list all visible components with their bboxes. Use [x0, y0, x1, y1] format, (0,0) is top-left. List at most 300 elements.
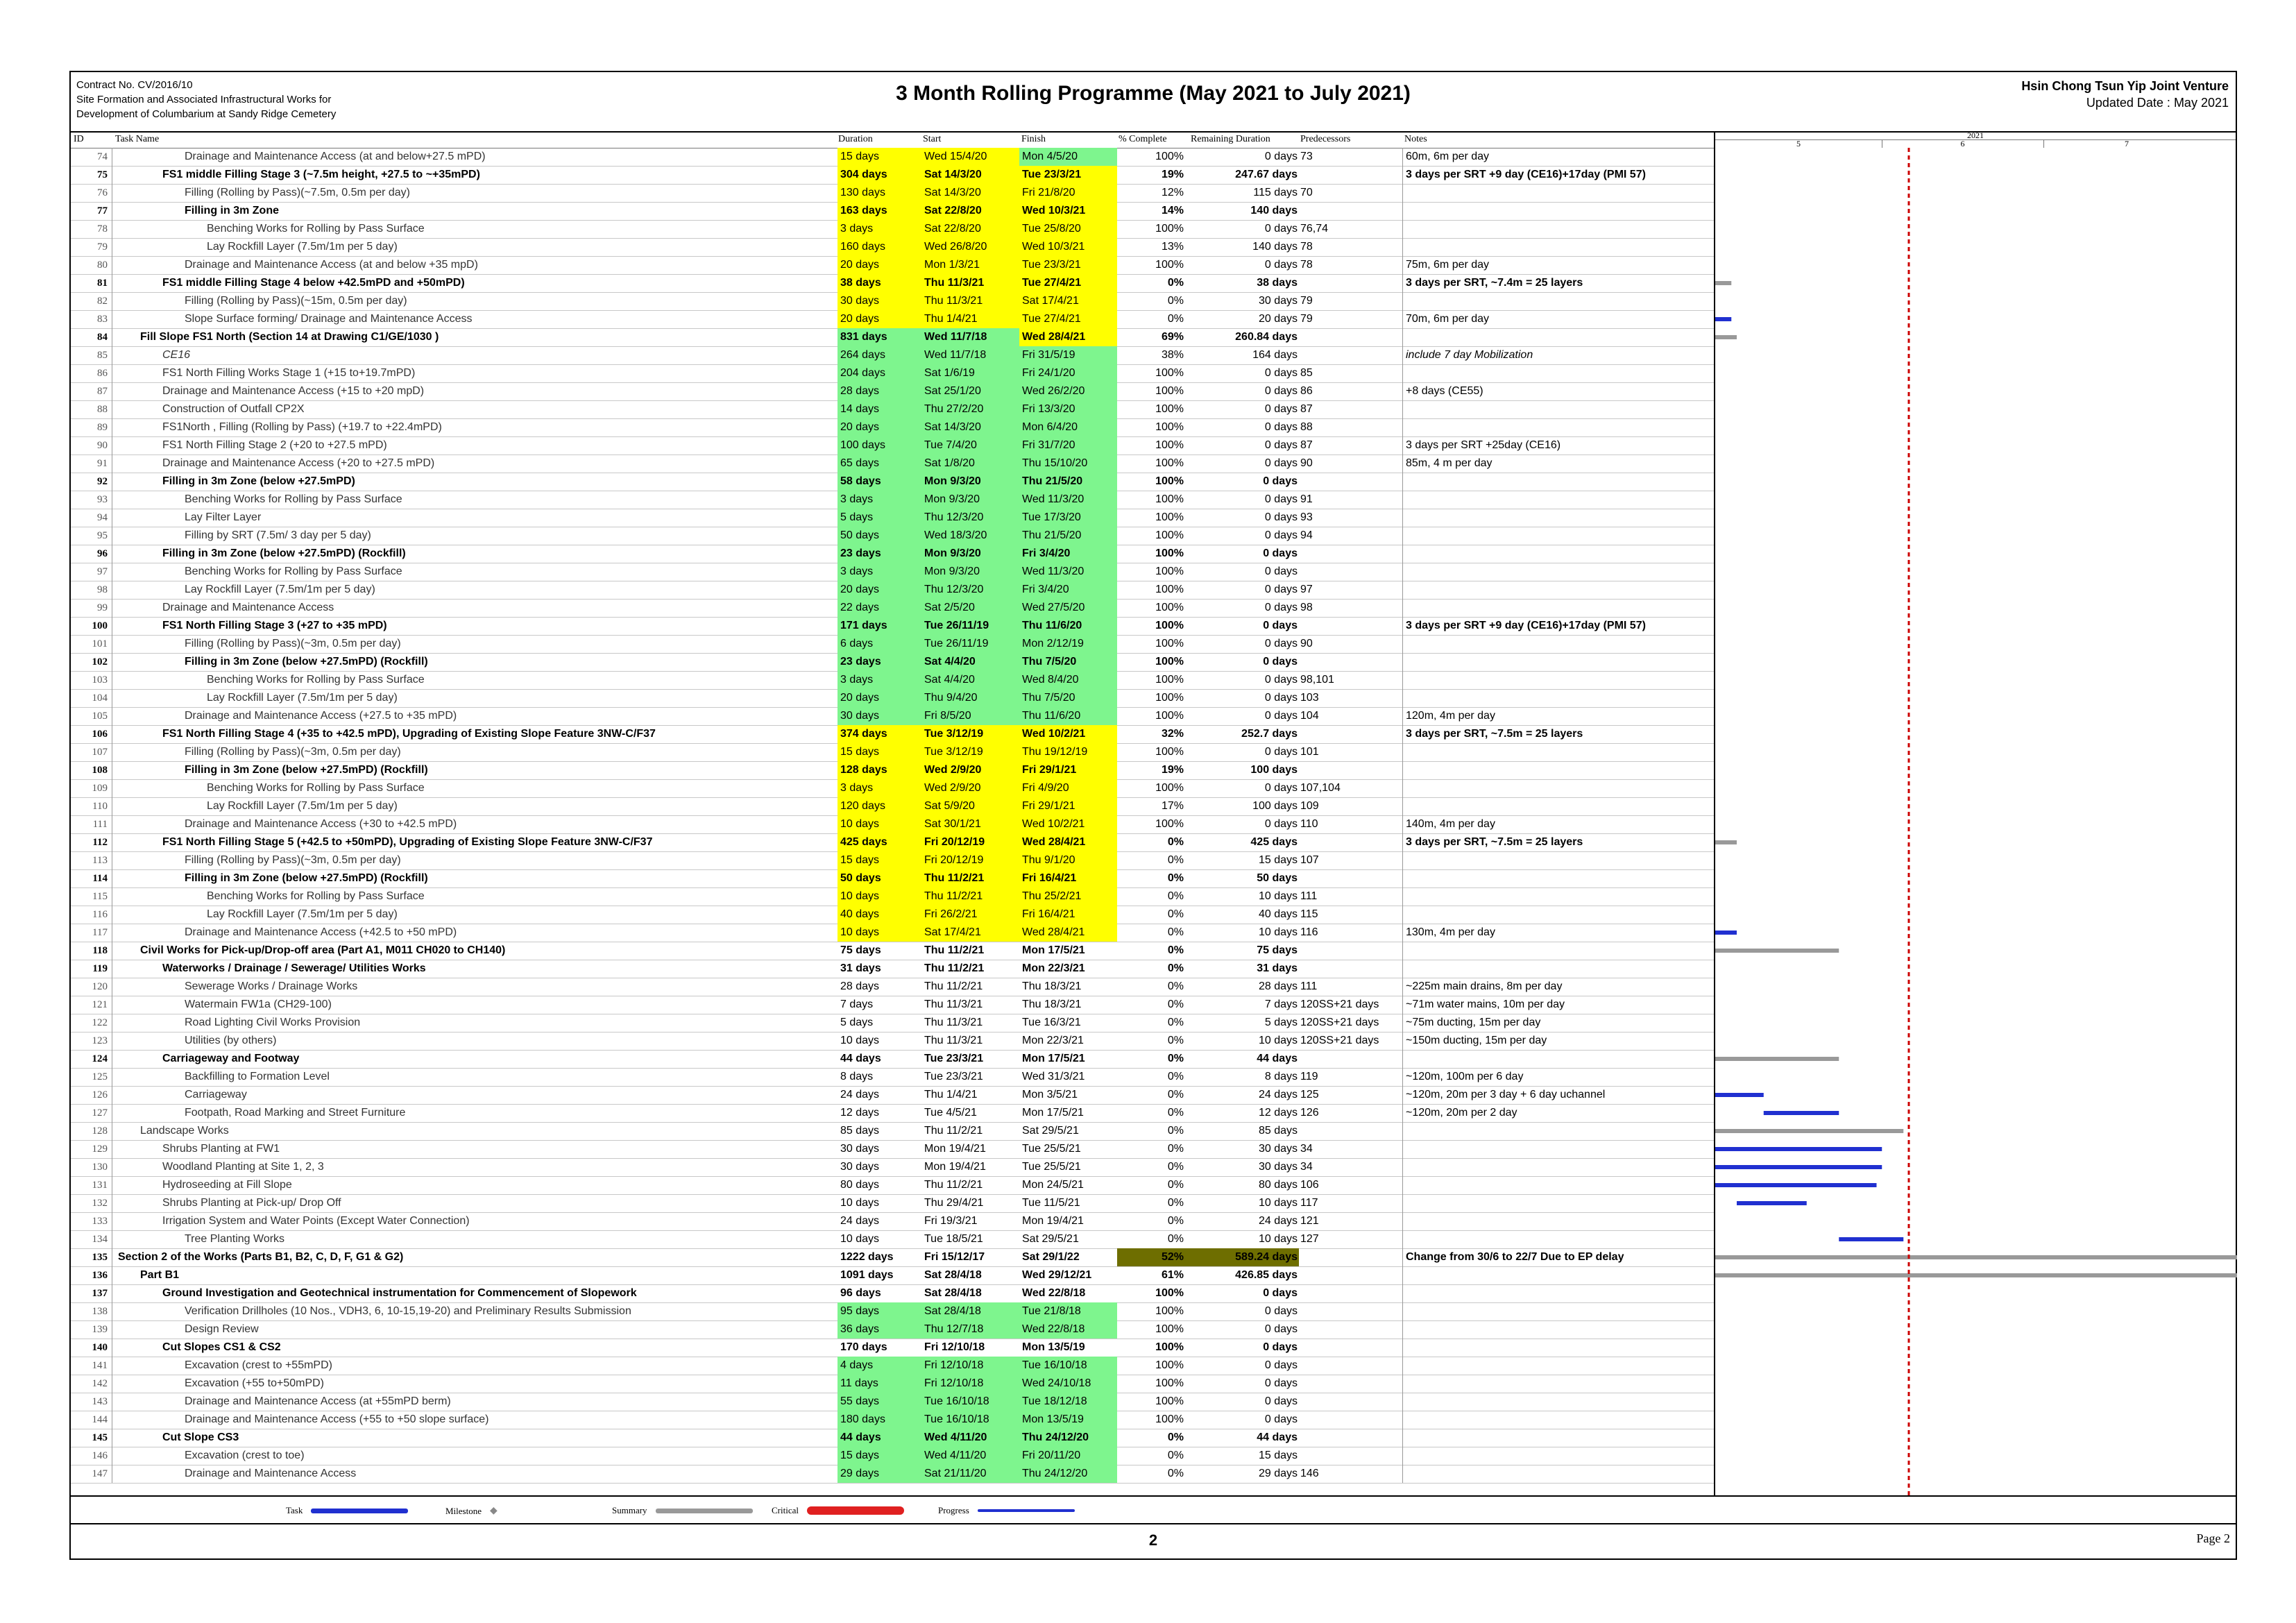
task-finish: Mon 2/12/19 — [1019, 635, 1117, 653]
table-row — [71, 833, 1714, 852]
task-remaining-duration: 0 days — [1264, 511, 1298, 523]
task-notes — [1403, 364, 1714, 382]
task-duration: 95 days — [837, 1302, 921, 1320]
table-row — [71, 1014, 1714, 1033]
task-percent-complete: 14% — [1161, 205, 1184, 216]
task-notes — [1403, 635, 1714, 653]
task-percent-complete: 0% — [1167, 1431, 1184, 1443]
task-percent-complete: 0% — [1167, 295, 1184, 307]
task-notes — [1403, 599, 1714, 617]
task-notes: ~150m ducting, 15m per day — [1406, 1035, 1547, 1046]
task-start: Sat 22/8/20 — [921, 202, 1019, 220]
task-duration: 14 days — [837, 400, 921, 418]
task-start: Thu 11/3/21 — [924, 1035, 983, 1046]
task-percent-complete: 100% — [1155, 818, 1184, 830]
task-remaining-duration: 0 days — [1264, 367, 1298, 379]
task-notes — [1403, 509, 1714, 527]
task-start: Mon 9/3/20 — [921, 545, 1019, 563]
task-duration: 374 days — [837, 725, 921, 743]
task-finish: Tue 27/4/21 — [1019, 274, 1117, 292]
task-notes — [1403, 761, 1714, 779]
task-notes — [1403, 671, 1714, 689]
table-row — [71, 1230, 1714, 1249]
task-id: 78 — [71, 220, 112, 238]
task-name: Shrubs Planting at FW1 — [162, 1143, 280, 1155]
task-id: 112 — [71, 833, 112, 851]
task-duration: 304 days — [837, 166, 921, 184]
task-finish: Mon 3/5/21 — [1022, 1089, 1078, 1101]
task-id: 136 — [71, 1266, 112, 1284]
task-finish: Tue 23/3/21 — [1019, 256, 1117, 274]
task-predecessors — [1299, 1447, 1403, 1465]
task-name: Drainage and Maintenance Access (+42.5 to +50 mPD) — [185, 926, 457, 938]
task-finish: Fri 31/5/19 — [1019, 346, 1117, 364]
task-finish: Wed 22/8/18 — [1022, 1287, 1086, 1299]
task-remaining-duration: 0 days — [1264, 710, 1298, 722]
task-remaining-duration: 8 days — [1264, 1071, 1298, 1082]
task-predecessors: 110 — [1299, 815, 1403, 833]
task-notes — [1403, 1320, 1714, 1339]
task-predecessors: 109 — [1299, 797, 1403, 815]
task-predecessors: 79 — [1299, 292, 1403, 310]
task-start: Sat 1/6/19 — [921, 364, 1019, 382]
task-notes — [1403, 1375, 1714, 1393]
task-predecessors — [1299, 1248, 1403, 1266]
task-predecessors: 70 — [1299, 184, 1403, 202]
task-duration: 20 days — [837, 689, 921, 707]
col-percent-complete: % Complete — [1119, 134, 1167, 144]
task-percent-complete: 100% — [1155, 259, 1184, 271]
task-remaining-duration: 24 days — [1258, 1215, 1298, 1227]
task-name: FS1 North Filling Stage 3 (+27 to +35 mPD) — [162, 620, 387, 631]
task-notes: ~75m ducting, 15m per day — [1406, 1017, 1541, 1028]
task-percent-complete: 32% — [1161, 728, 1184, 740]
updated-date: Updated Date : May 2021 — [2086, 96, 2229, 110]
task-duration: 36 days — [837, 1320, 921, 1339]
task-notes: 140m, 4m per day — [1406, 818, 1495, 830]
table-row — [71, 1266, 1714, 1285]
contractor-info — [2021, 78, 2229, 111]
table-row — [71, 1465, 1714, 1484]
task-remaining-duration: 0 days — [1264, 674, 1298, 686]
task-finish: Wed 27/5/20 — [1019, 599, 1117, 617]
task-percent-complete: 0% — [1167, 313, 1184, 325]
task-name: Drainage and Maintenance Access (at and below+27.5 mPD) — [185, 151, 486, 162]
task-name: Benching Works for Rolling by Pass Surface — [207, 223, 425, 235]
task-notes — [1403, 1411, 1714, 1429]
task-bar — [1839, 1237, 1903, 1241]
task-name: FS1North , Filling (Rolling by Pass) (+19.7 to +22.4mPD) — [162, 421, 442, 433]
task-remaining-duration: 0 days — [1264, 818, 1298, 830]
task-duration: 65 days — [837, 454, 921, 473]
task-id: 103 — [71, 671, 112, 689]
task-duration: 160 days — [837, 238, 921, 256]
task-remaining-duration: 0 days — [1263, 547, 1298, 559]
task-predecessors — [1299, 1375, 1403, 1393]
task-remaining-duration: 31 days — [1257, 962, 1298, 974]
table-row — [71, 454, 1714, 473]
task-id: 128 — [71, 1122, 112, 1140]
task-notes — [1403, 202, 1714, 220]
contractor-name: Hsin Chong Tsun Yip Joint Venture — [2021, 79, 2229, 93]
task-notes: 70m, 6m per day — [1406, 313, 1490, 325]
task-duration: 1091 days — [840, 1269, 894, 1281]
task-name: Filling in 3m Zone (below +27.5mPD) (Rockfill) — [185, 764, 428, 776]
table-row — [71, 1176, 1714, 1195]
task-remaining-duration: 0 days — [1264, 385, 1298, 397]
task-duration: 75 days — [840, 944, 881, 956]
task-finish: Mon 4/5/20 — [1019, 148, 1117, 166]
task-remaining-duration: 40 days — [1258, 908, 1298, 920]
task-notes — [1403, 220, 1714, 238]
task-duration: 10 days — [840, 1233, 880, 1245]
task-notes — [1403, 1447, 1714, 1465]
task-duration: 15 days — [837, 148, 921, 166]
task-start: Sat 25/1/20 — [921, 382, 1019, 400]
task-predecessors: 104 — [1299, 707, 1403, 725]
task-id: 109 — [71, 779, 112, 797]
task-finish: Thu 21/5/20 — [1019, 473, 1117, 491]
task-start: Tue 26/11/19 — [921, 617, 1019, 635]
task-finish: Thu 7/5/20 — [1019, 653, 1117, 671]
table-row — [71, 418, 1714, 437]
table-row — [71, 671, 1714, 690]
table-row — [71, 436, 1714, 455]
task-notes — [1403, 1212, 1714, 1230]
task-name: Excavation (crest to toe) — [185, 1450, 305, 1461]
task-notes: 75m, 6m per day — [1406, 259, 1490, 271]
task-percent-complete: 0% — [1167, 944, 1184, 956]
contract-number: Contract No. CV/2016/10 — [76, 79, 193, 91]
task-start: Thu 9/4/20 — [921, 689, 1019, 707]
task-finish: Fri 29/1/21 — [1019, 761, 1117, 779]
task-predecessors — [1299, 725, 1403, 743]
task-id: 139 — [71, 1320, 112, 1339]
task-percent-complete: 100% — [1155, 692, 1184, 704]
task-id: 83 — [71, 310, 112, 328]
task-duration: 7 days — [840, 999, 874, 1010]
task-percent-complete: 100% — [1155, 475, 1184, 487]
task-predecessors: 78 — [1299, 256, 1403, 274]
task-notes: ~120m, 20m per 2 day — [1406, 1107, 1517, 1119]
task-remaining-duration: 29 days — [1258, 1468, 1298, 1479]
task-remaining-duration: 0 days — [1264, 457, 1298, 469]
task-duration: 130 days — [837, 184, 921, 202]
task-notes — [1403, 328, 1714, 346]
task-duration: 1222 days — [840, 1251, 894, 1263]
task-id: 135 — [71, 1248, 112, 1266]
task-finish: Wed 10/3/21 — [1019, 202, 1117, 220]
task-duration: 10 days — [837, 887, 921, 906]
task-id: 132 — [71, 1194, 112, 1212]
task-predecessors: 34 — [1299, 1140, 1403, 1158]
task-id: 84 — [71, 328, 112, 346]
task-start: Sat 5/9/20 — [921, 797, 1019, 815]
table-row — [71, 942, 1714, 960]
task-finish: Thu 18/3/21 — [1022, 999, 1082, 1010]
task-predecessors: 90 — [1299, 635, 1403, 653]
task-notes — [1403, 491, 1714, 509]
task-start: Thu 1/4/21 — [924, 1089, 978, 1101]
task-id: 106 — [71, 725, 112, 743]
task-finish: Wed 8/4/20 — [1019, 671, 1117, 689]
task-name: Filling in 3m Zone — [185, 205, 279, 216]
task-duration: 120 days — [837, 797, 921, 815]
task-predecessors — [1299, 1320, 1403, 1339]
task-percent-complete: 0% — [1167, 836, 1184, 848]
task-name: Shrubs Planting at Pick-up/ Drop Off — [162, 1197, 341, 1209]
task-id: 143 — [71, 1393, 112, 1411]
task-remaining-duration: 164 days — [1252, 349, 1298, 361]
task-id: 94 — [71, 509, 112, 527]
table-row — [71, 310, 1714, 329]
task-remaining-duration: 28 days — [1258, 980, 1298, 992]
task-percent-complete: 0% — [1167, 999, 1184, 1010]
col-start: Start — [923, 134, 942, 144]
task-start: Sat 22/8/20 — [921, 220, 1019, 238]
task-start: Tue 3/12/19 — [921, 725, 1019, 743]
task-notes — [1403, 1357, 1714, 1375]
task-bar — [1764, 1111, 1839, 1115]
task-percent-complete: 100% — [1155, 1395, 1184, 1407]
task-notes — [1403, 1176, 1714, 1194]
milestone-diamond-icon: ◆ — [490, 1506, 498, 1516]
task-predecessors — [1299, 1339, 1403, 1357]
task-name: Sewerage Works / Drainage Works — [185, 980, 358, 992]
task-id: 127 — [71, 1104, 112, 1122]
task-finish: Wed 22/8/18 — [1019, 1320, 1117, 1339]
task-predecessors — [1299, 1357, 1403, 1375]
task-start: Sat 4/4/20 — [921, 653, 1019, 671]
task-percent-complete: 0% — [1167, 1215, 1184, 1227]
task-predecessors: 116 — [1299, 924, 1403, 942]
task-notes — [1403, 887, 1714, 906]
task-name: Filling (Rolling by Pass)(~3m, 0.5m per day) — [185, 854, 401, 866]
task-predecessors: 111 — [1299, 887, 1403, 906]
task-predecessors — [1299, 1122, 1403, 1140]
task-remaining-duration: 12 days — [1258, 1107, 1298, 1119]
task-predecessors: 106 — [1299, 1176, 1403, 1194]
task-name: Hydroseeding at Fill Slope — [162, 1179, 292, 1191]
task-id: 124 — [71, 1050, 112, 1068]
task-id: 145 — [71, 1429, 112, 1447]
task-name: Ground Investigation and Geotechnical instrumentation for Commencement of Slopework — [162, 1287, 637, 1299]
task-duration: 15 days — [837, 1447, 921, 1465]
task-remaining-duration: 0 days — [1263, 1341, 1298, 1353]
task-id: 88 — [71, 400, 112, 418]
table-row — [71, 148, 1714, 167]
task-remaining-duration: 15 days — [1258, 854, 1298, 866]
table-row — [71, 924, 1714, 942]
task-remaining-duration: 38 days — [1257, 277, 1298, 289]
task-remaining-duration: 260.84 days — [1235, 331, 1298, 343]
task-start: Mon 9/3/20 — [921, 473, 1019, 491]
task-notes — [1403, 1429, 1714, 1447]
task-start: Tue 16/10/18 — [921, 1393, 1019, 1411]
task-name: FS1 North Filling Stage 5 (+42.5 to +50mPD), Upgrading of Existing Slope Feature 3NW-C/F37 — [162, 836, 653, 848]
col-duration: Duration — [838, 134, 873, 144]
task-finish: Thu 25/2/21 — [1019, 887, 1117, 906]
task-name: Slope Surface forming/ Drainage and Maintenance Access — [185, 313, 473, 325]
page-header — [71, 72, 2236, 133]
task-name: Carriageway — [185, 1089, 247, 1101]
task-start: Mon 1/3/21 — [921, 256, 1019, 274]
task-finish: Thu 9/1/20 — [1019, 851, 1117, 869]
task-percent-complete: 100% — [1155, 656, 1184, 668]
table-row — [71, 1104, 1714, 1123]
task-notes — [1403, 942, 1714, 960]
table-row — [71, 509, 1714, 527]
task-id: 95 — [71, 527, 112, 545]
task-name: Drainage and Maintenance Access (+27.5 to +35 mPD) — [185, 710, 457, 722]
table-row — [71, 238, 1714, 257]
task-id: 121 — [71, 996, 112, 1014]
task-name: Drainage and Maintenance Access (at +55mPD berm) — [185, 1395, 451, 1407]
task-id: 92 — [71, 473, 112, 491]
task-predecessors: 73 — [1299, 148, 1403, 166]
task-name: Lay Filter Layer — [185, 511, 262, 523]
table-row — [71, 906, 1714, 924]
task-remaining-duration: 100 days — [1250, 764, 1298, 776]
task-id: 101 — [71, 635, 112, 653]
task-bar — [1715, 931, 1737, 935]
table-row — [71, 1375, 1714, 1393]
task-notes — [1403, 1230, 1714, 1248]
task-predecessors — [1299, 473, 1403, 491]
task-remaining-duration: 0 days — [1264, 1413, 1298, 1425]
table-row — [71, 761, 1714, 780]
task-name: Section 2 of the Works (Parts B1, B2, C, D, F, G1 & G2) — [118, 1251, 404, 1263]
task-predecessors — [1299, 761, 1403, 779]
task-predecessors — [1299, 202, 1403, 220]
task-finish: Tue 17/3/20 — [1019, 509, 1117, 527]
task-name: Filling (Rolling by Pass)(~15m, 0.5m per day) — [185, 295, 407, 307]
task-predecessors — [1299, 617, 1403, 635]
task-finish: Wed 24/10/18 — [1019, 1375, 1117, 1393]
task-name: Irrigation System and Water Points (Except Water Connection) — [162, 1215, 470, 1227]
page-label: Page 2 — [2196, 1531, 2230, 1545]
task-start: Sat 30/1/21 — [921, 815, 1019, 833]
task-predecessors — [1299, 653, 1403, 671]
table-row — [71, 473, 1714, 491]
task-remaining-duration: 425 days — [1250, 836, 1298, 848]
task-predecessors: 146 — [1299, 1465, 1403, 1483]
task-start: Thu 1/4/21 — [921, 310, 1019, 328]
task-start: Wed 18/3/20 — [921, 527, 1019, 545]
gantt-month-6: 6 — [1882, 139, 2044, 148]
table-row — [71, 274, 1714, 293]
task-name: Benching Works for Rolling by Pass Surface — [185, 566, 402, 577]
summary-bar — [1715, 840, 1737, 844]
table-row — [71, 328, 1714, 347]
task-start: Thu 11/2/21 — [924, 962, 985, 974]
task-duration: 6 days — [837, 635, 921, 653]
task-id: 75 — [71, 166, 112, 184]
summary-bar — [1715, 1255, 2237, 1259]
task-predecessors: 121 — [1299, 1212, 1403, 1230]
task-start: Mon 9/3/20 — [921, 563, 1019, 581]
task-name: Lay Rockfill Layer (7.5m/1m per 5 day) — [185, 584, 375, 595]
task-remaining-duration: 0 days — [1264, 1395, 1298, 1407]
task-percent-complete: 100% — [1155, 1359, 1184, 1371]
task-finish: Fri 21/8/20 — [1019, 184, 1117, 202]
task-predecessors: 86 — [1299, 382, 1403, 400]
task-percent-complete: 0% — [1167, 890, 1184, 902]
task-remaining-duration: 44 days — [1257, 1053, 1298, 1064]
task-finish: Thu 15/10/20 — [1019, 454, 1117, 473]
task-duration: 96 days — [840, 1287, 881, 1299]
task-name: Excavation (crest to +55mPD) — [185, 1359, 332, 1371]
task-duration: 3 days — [837, 779, 921, 797]
task-notes: include 7 day Mobilization — [1406, 349, 1533, 361]
task-duration: 264 days — [837, 346, 921, 364]
task-predecessors: 34 — [1299, 1158, 1403, 1176]
task-percent-complete: 0% — [1167, 1161, 1184, 1173]
task-duration: 20 days — [837, 418, 921, 436]
task-notes — [1403, 527, 1714, 545]
task-duration: 30 days — [837, 292, 921, 310]
task-finish: Tue 25/8/20 — [1019, 220, 1117, 238]
task-percent-complete: 0% — [1167, 1179, 1184, 1191]
task-percent-complete: 17% — [1161, 800, 1184, 812]
task-remaining-duration: 0 days — [1263, 475, 1298, 487]
task-percent-complete: 0% — [1167, 1053, 1184, 1064]
task-predecessors — [1299, 346, 1403, 364]
task-start: Sat 4/4/20 — [921, 671, 1019, 689]
task-percent-complete: 0% — [1167, 1071, 1184, 1082]
task-id: 80 — [71, 256, 112, 274]
summary-bar — [1715, 281, 1731, 285]
task-remaining-duration: 252.7 days — [1241, 728, 1298, 740]
task-duration: 163 days — [837, 202, 921, 220]
task-id: 144 — [71, 1411, 112, 1429]
task-predecessors — [1299, 960, 1403, 978]
task-remaining-duration: 0 days — [1264, 638, 1298, 649]
table-row — [71, 978, 1714, 996]
legend-task — [286, 1505, 408, 1516]
task-predecessors: 90 — [1299, 454, 1403, 473]
task-notes — [1403, 238, 1714, 256]
task-duration: 3 days — [837, 563, 921, 581]
task-duration: 15 days — [837, 743, 921, 761]
task-duration: 3 days — [837, 491, 921, 509]
task-id: 126 — [71, 1086, 112, 1104]
summary-bar — [1715, 949, 1839, 953]
task-name: Design Review — [185, 1323, 259, 1335]
task-name: Part B1 — [140, 1269, 180, 1281]
task-id: 81 — [71, 274, 112, 292]
task-name: Filling by SRT (7.5m/ 3 day per 5 day) — [185, 529, 371, 541]
task-name: Fill Slope FS1 North (Section 14 at Drawing C1/GE/1030 ) — [140, 331, 439, 343]
task-id: 108 — [71, 761, 112, 779]
task-finish: Mon 13/5/19 — [1019, 1411, 1117, 1429]
task-predecessors: 91 — [1299, 491, 1403, 509]
task-start: Thu 11/2/21 — [924, 944, 985, 956]
table-row — [71, 166, 1714, 185]
gantt-chart — [1714, 131, 2236, 1495]
legend-critical-label: Critical — [772, 1505, 799, 1515]
task-duration: 4 days — [837, 1357, 921, 1375]
table-row — [71, 707, 1714, 726]
task-id: 76 — [71, 184, 112, 202]
task-percent-complete: 0% — [1167, 1089, 1184, 1101]
task-duration: 22 days — [837, 599, 921, 617]
legend-progress-swatch — [978, 1509, 1075, 1512]
task-finish: Wed 31/3/21 — [1022, 1071, 1085, 1082]
task-duration: 29 days — [837, 1465, 921, 1483]
task-duration: 8 days — [840, 1071, 874, 1082]
task-notes: +8 days (CE55) — [1406, 385, 1483, 397]
